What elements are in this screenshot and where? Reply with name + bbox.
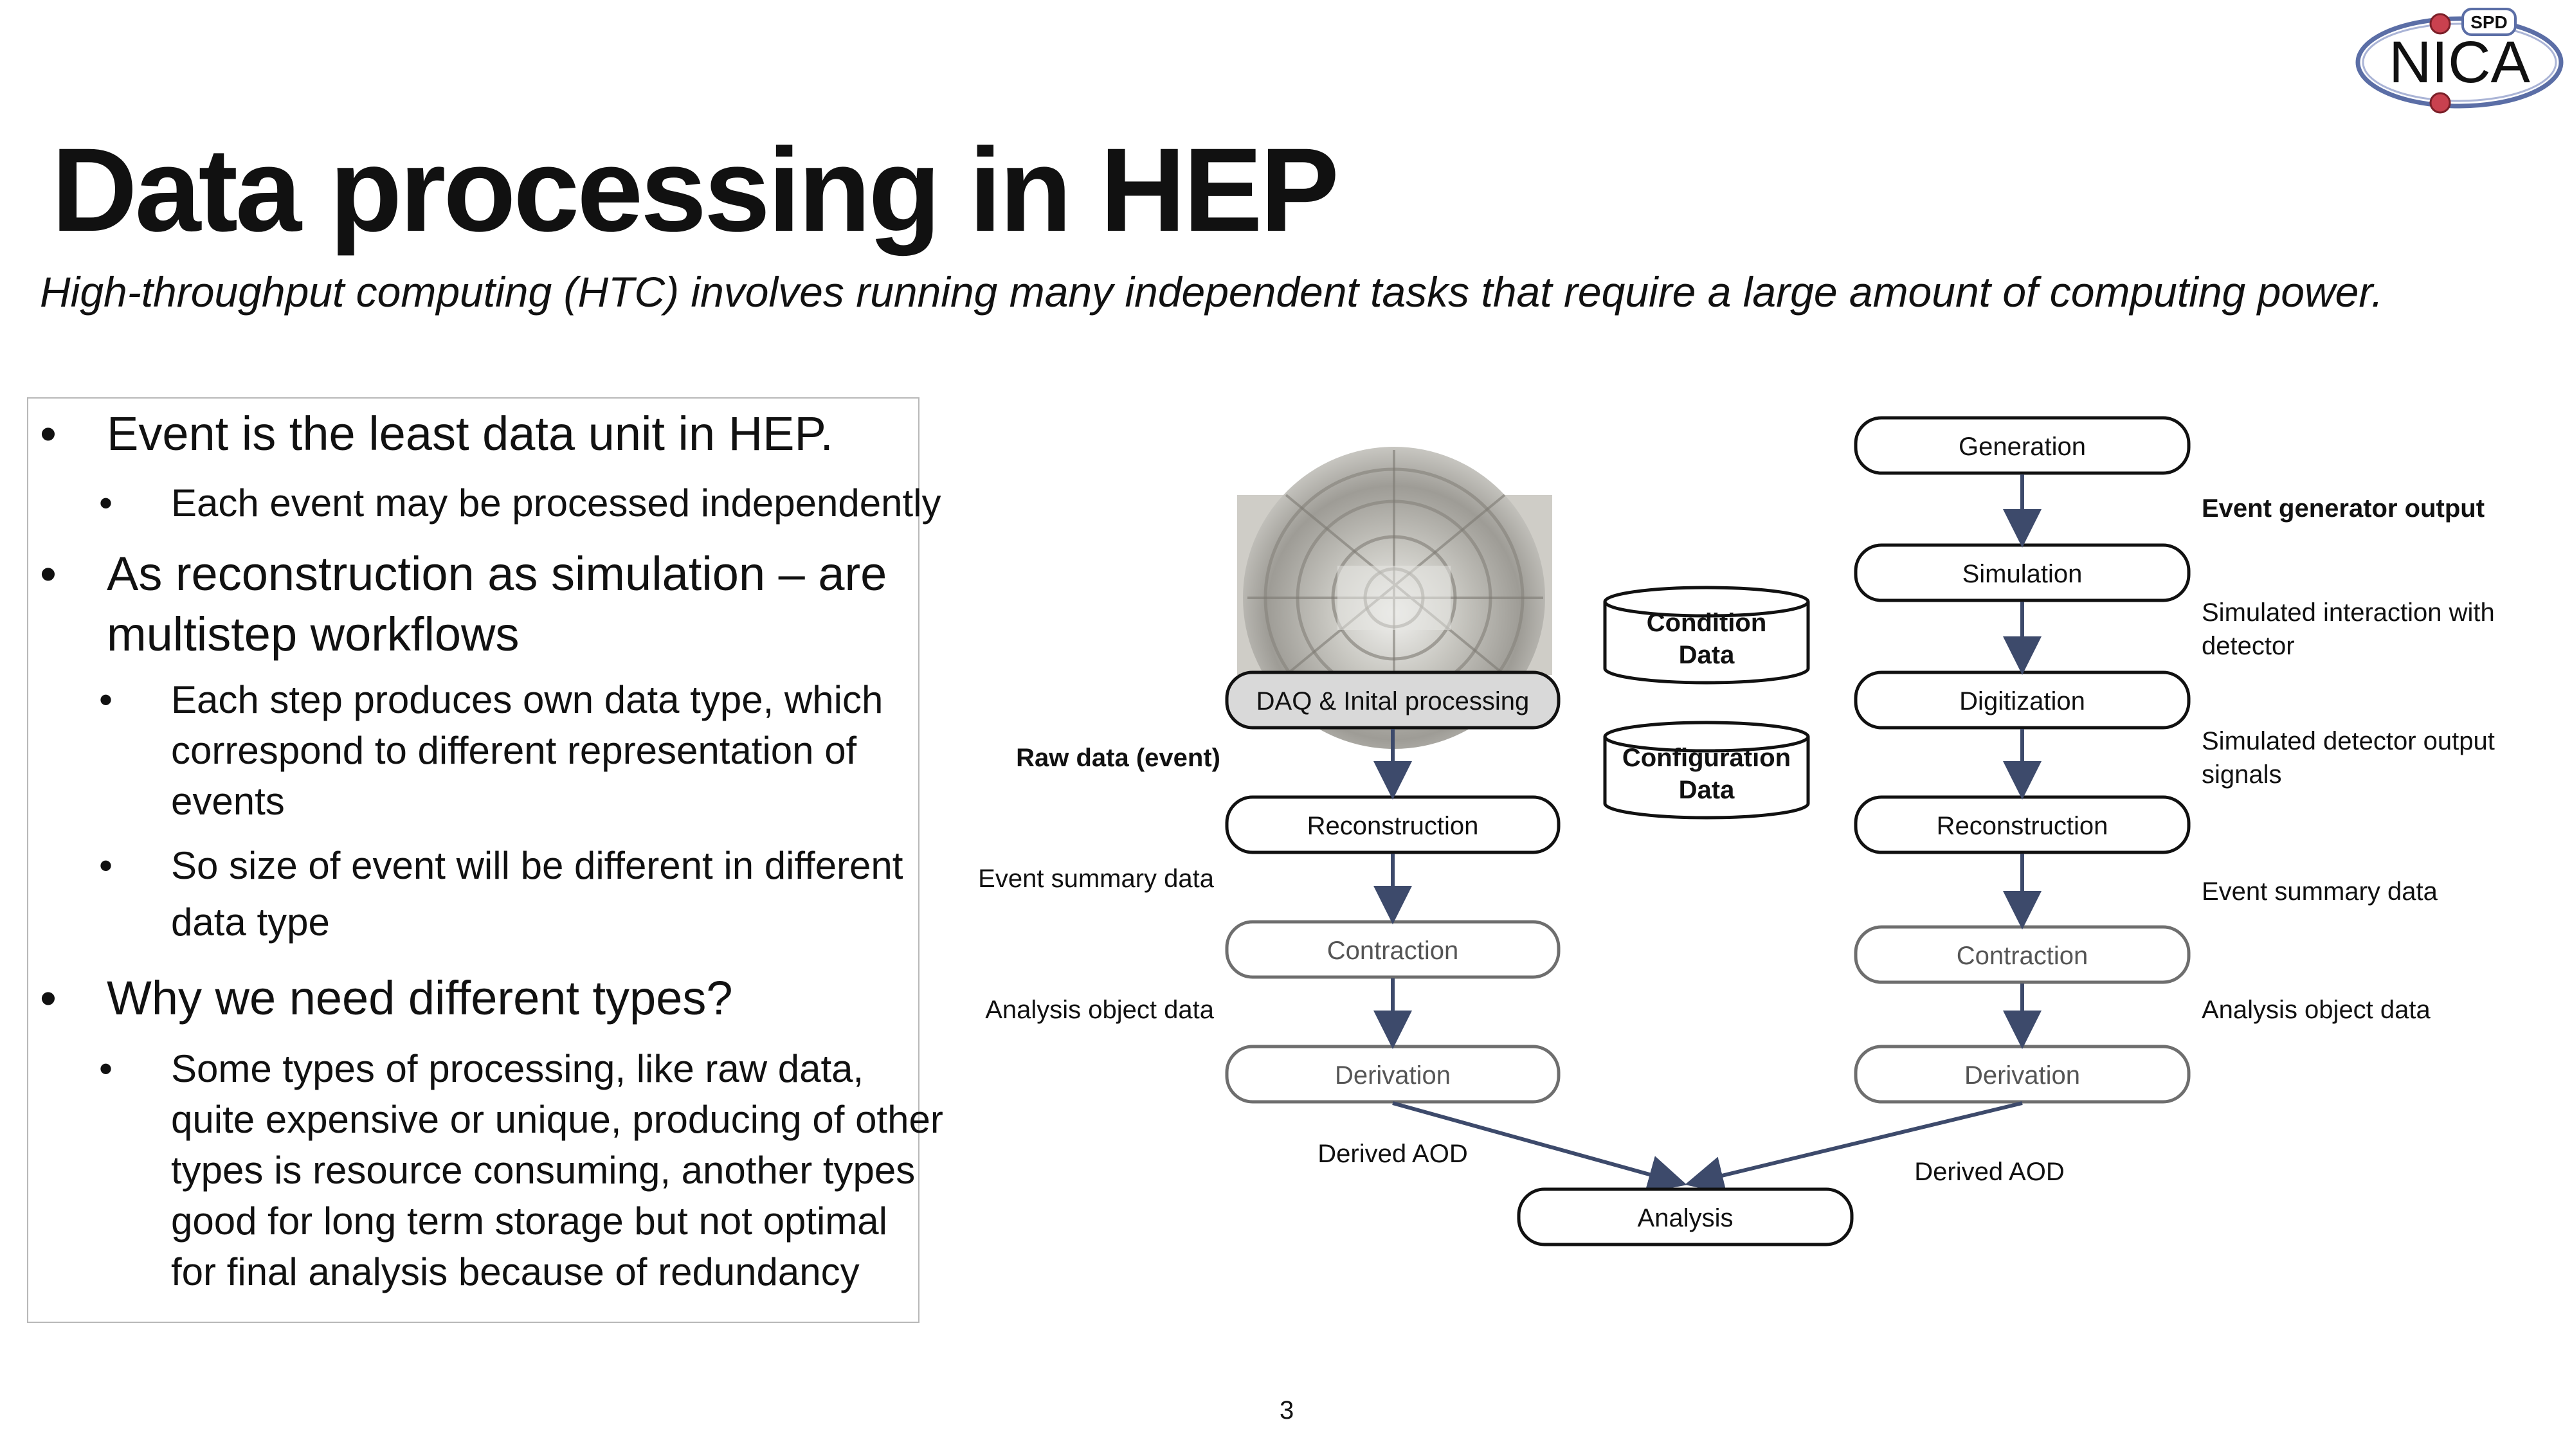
svg-text:Condition: Condition — [1646, 609, 1767, 637]
right-reconstruction-label: Reconstruction — [1936, 812, 2108, 840]
svg-text:Configuration: Configuration — [1622, 744, 1791, 772]
label-left-esd: Event summary data — [978, 865, 1214, 893]
svg-text:Data: Data — [1678, 776, 1735, 804]
label-simulated-interaction-1: Simulated interaction with — [2202, 598, 2495, 627]
label-generator-output: Event generator output — [2202, 494, 2485, 523]
left-derivation-label: Derivation — [1334, 1061, 1451, 1090]
analysis-label: Analysis — [1637, 1204, 1734, 1232]
label-detector-output-1: Simulated detector output — [2202, 727, 2495, 755]
right-derivation-label: Derivation — [1964, 1061, 2081, 1090]
label-raw-data: Raw data (event) — [1016, 744, 1220, 772]
slide-subtitle: High-throughput computing (HTC) involves running many independent tasks that require a large amount of computing power. — [40, 268, 2384, 316]
daq-box-label: DAQ & Inital processing — [1256, 687, 1530, 715]
nica-logo-text: NICA — [2389, 30, 2530, 95]
label-left-derived-aod: Derived AOD — [1318, 1140, 1468, 1168]
simulation-label: Simulation — [1962, 560, 2083, 588]
digitization-label: Digitization — [1959, 687, 2085, 715]
label-left-aod: Analysis object data — [985, 996, 1214, 1024]
configuration-data-cylinder — [1605, 723, 1808, 818]
page-number: 3 — [1280, 1396, 1294, 1425]
label-right-aod: Analysis object data — [2202, 996, 2431, 1024]
condition-data-cylinder — [1605, 588, 1808, 683]
svg-text:Data: Data — [1678, 641, 1735, 669]
right-contraction-label: Contraction — [1956, 942, 2088, 970]
left-contraction-label: Contraction — [1327, 937, 1459, 965]
slide-title: Data processing in HEP — [51, 124, 1337, 256]
label-right-esd: Event summary data — [2202, 877, 2438, 906]
generation-label: Generation — [1959, 433, 2086, 461]
svg-text:SPD: SPD — [2470, 12, 2508, 32]
label-right-derived-aod: Derived AOD — [1914, 1158, 2065, 1186]
label-detector-output-2: signals — [2202, 760, 2282, 789]
left-reconstruction-label: Reconstruction — [1307, 812, 1479, 840]
label-simulated-interaction-2: detector — [2202, 632, 2295, 660]
bullet-panel: • Event is the least data unit in HEP. • Each event may be processed independently • As reconstruction as simulation – are multistep workflows • Each step produces own data type, which correspond to different representation of events • So size of event will be different in different data type • Why we need different types? • Some types of processing, like raw data, quite expensive or unique, producing of other types is resource consuming, another types good for long term storage but not optimal for final analysis because of redundancy — [27, 397, 919, 1323]
